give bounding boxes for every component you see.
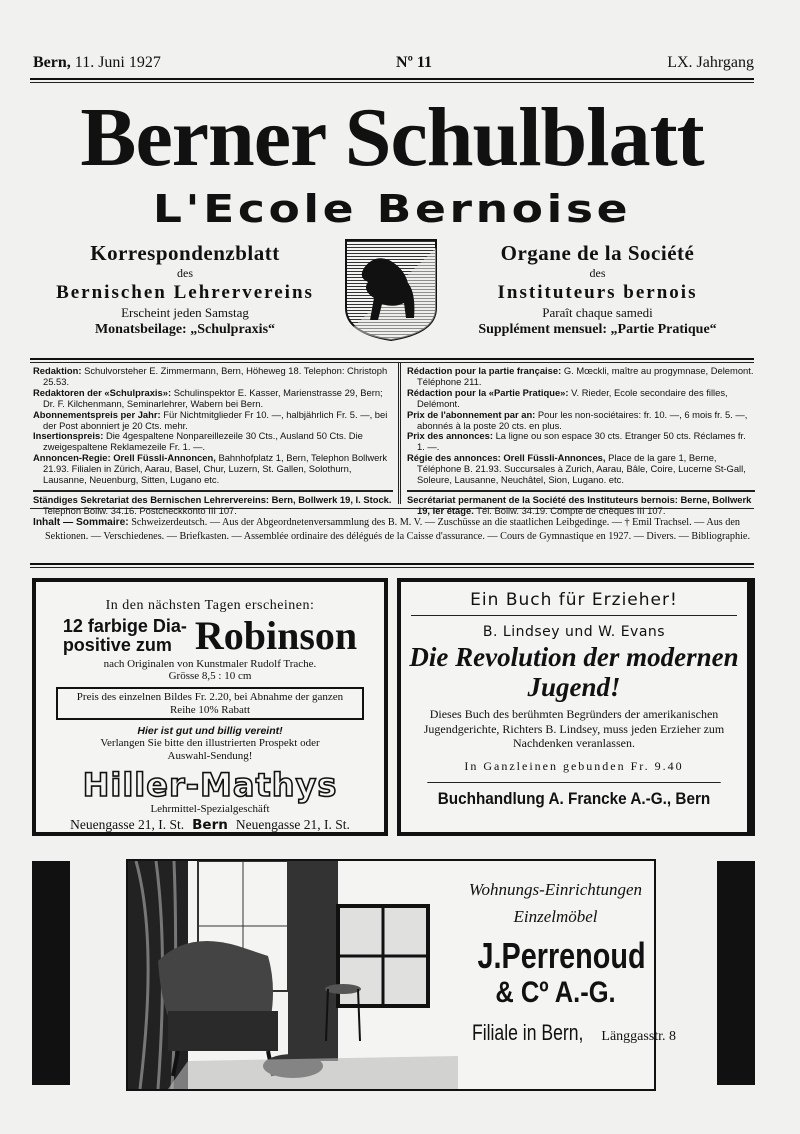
price: In Ganzleinen gebunden Fr. 9.40: [464, 758, 684, 773]
address: Länggasstr. 8: [601, 1028, 677, 1044]
masthead-title: Berner Schulblatt: [80, 91, 704, 184]
info-item: Régie des annonces: Orell Füssli-Annonces, Place de la gare 1, Berne, Téléphone B. 21.93. Succursales à Zurich, Aarau, Bâle, Coire, Lucerne St-Gall, Soleure, Lausanne, Neuchâtel, Sion, Lugano. etc.: [407, 452, 746, 486]
product-name: Robinson: [194, 613, 358, 658]
brand-name: Hiller-Mathys: [82, 765, 338, 804]
info-item: Rédaction pour la «Partie Pratique»: V. Rieder, Ecole secondaire des filles, Delémont.: [407, 386, 728, 409]
price-box: Preis des einzelnen Bildes Fr. 2.20, bei Abnahme der ganzen Reihe 10% Rabatt: [56, 687, 364, 720]
table-of-contents: Inhalt — Sommaire: Schweizerdeutsch. — Aus der Abgeordnetenversammlung des B. M. V. — Zuschüsse an die staatlichen Leibgedinge. — † Emil Trachsel. — Aus den Sektionen. — Verschiedenes. — Briefkasten. — Assemblée ordinaire des délégués de la Caisse d'assurance. — Cours de Gymnastique en 1927. — Divers. — Bibliographie.: [33, 517, 750, 543]
text: Hier ist gut und billig vereint!: [137, 725, 283, 738]
right-masthead-column: [440, 240, 755, 339]
text: Einzelmöbel: [513, 906, 598, 926]
decorative-bar: [32, 861, 70, 1085]
text: des: [177, 266, 193, 281]
german-info-block: [33, 366, 393, 517]
text: Ein Buch für Erzieher!: [411, 582, 737, 616]
advertisement-francke: [397, 578, 755, 836]
info-item: Prix de l'abonnement par an: Pour les non-sociétaires: fr. 10. —, 6 mois fr. 5. —, abonnés à la poste 20 cts. en plus.: [407, 408, 748, 431]
info-item: Annoncen-Regie: Orell Füssli-Annoncen, Bahnhofplatz 1, Bern, Telephon Bollwerk 21.93. Filialen in Zürich, Aarau, Basel, Chur, Luzern, St. Gallen, Solothurn, Lausanne, Neuenburg, Sitten, Lugano etc.: [33, 452, 388, 486]
volume: LX. Jahrgang: [667, 54, 754, 71]
text: Filiale in Bern,: [471, 1019, 584, 1045]
info-item: Prix des annonces: La ligne ou son espace 30 cts. Etranger 50 cts. Réclames fr. 1. —.: [407, 430, 746, 453]
authors: B. Lindsey und W. Evans: [482, 624, 666, 640]
text: Grösse 8,5 : 10 cm: [168, 670, 252, 682]
issue-number: Nº 11: [396, 54, 432, 71]
divider: [30, 78, 754, 80]
text: Supplément mensuel: „Partie Pratique“: [478, 322, 717, 338]
advertisement-perrenoud: [32, 853, 755, 1093]
divider: [30, 563, 754, 565]
bookshop: Buchhandlung A. Francke A.-G., Bern: [427, 782, 720, 809]
text: Lehrmittel-Spezialgeschäft: [150, 802, 270, 815]
text: positive zum: [62, 635, 172, 655]
text: nach Originalen von Kunstmaler Rudolf Trache.: [103, 658, 317, 670]
issue-header: [33, 54, 754, 72]
text: Instituteurs bernois: [497, 282, 698, 304]
column-divider: [398, 362, 402, 504]
info-item: Redaktoren der «Schulpraxis»: Schulinspektor E. Kasser, Marienstrasse 29, Bern; Dr. F. Kilchenmann, Seminarlehrer, Wabern bei Bern.: [33, 386, 383, 409]
divider: [30, 362, 754, 363]
text: Paraît chaque samedi: [542, 305, 653, 320]
advertisement-hiller-mathys: [32, 578, 388, 836]
city: Bern: [192, 816, 228, 833]
text: Organe de la Société: [500, 241, 695, 265]
masthead-subtitle: L'Ecole Bernoise: [152, 187, 632, 231]
divider: [30, 82, 754, 83]
place: Bern,: [33, 54, 71, 71]
date: 11. Juni 1927: [74, 54, 161, 71]
brand-name: J.Perrenoud: [477, 935, 646, 977]
divider: [30, 567, 754, 568]
bern-coat-of-arms-icon: [344, 238, 438, 342]
address: Neuengasse 21, I. St.: [235, 816, 350, 832]
text: Bernischen Lehrervereins: [56, 282, 314, 304]
left-masthead-column: [30, 240, 340, 339]
divider: [30, 508, 754, 509]
text: Verlangen Sie bitte den illustrierten Prospekt oder Auswahl-Sendung!: [100, 737, 320, 763]
text: Erscheint jeden Samstag: [121, 305, 249, 320]
info-item: Rédaction pour la partie française: G. Mœckli, maître au progymnase, Delemont. Téléphone 211.: [407, 365, 754, 387]
secretariat: Secrétariat permanent de la Société des Instituteurs bernois: Berne, Bollwerk 19, Ier étage. Tél. Bollw. 34.19. Compte de chèques III 107.: [407, 493, 752, 516]
text: 12 farbige Dia-: [62, 616, 187, 637]
text: Korrespondenzblatt: [90, 241, 280, 265]
info-item: Abonnementspreis per Jahr: Für Nichtmitglieder Fr 10. —, halbjährlich Fr. 5. —, bei der Post abonniert je 20 Cts. mehr.: [33, 408, 388, 431]
address: Neuengasse 21, I. St.: [70, 816, 185, 832]
text: Wohnungs-Einrichtungen: [468, 880, 643, 899]
text: des: [589, 266, 606, 281]
divider: [30, 358, 754, 360]
info-item: Redaktion: Schulvorsteher E. Zimmermann, Bern, Höheweg 18. Telephon: Christoph 25.53.: [33, 365, 388, 387]
ad-frame: [126, 859, 677, 1091]
decorative-bar: [717, 861, 755, 1085]
info-item: Insertionspreis: Die 4gespaltene Nonpareillezeile 30 Cts., Ausland 50 Cts. Die zweigespaltene Reklamezeile Fr. 1. —.: [33, 430, 363, 453]
text: Monatsbeilage: „Schulpraxis“: [94, 322, 276, 338]
text: & Cº A.-G.: [495, 975, 616, 1009]
furniture-illustration: [128, 861, 458, 1089]
french-info-block: [407, 366, 755, 517]
text: Dieses Buch des berühmten Begründers der amerikanischen Jugendgerichte, Richters B. Lindsey, muss jeden Erzieher zum Nachdenken veranlassen.: [423, 707, 725, 751]
text: In den nächsten Tagen erscheinen:: [105, 598, 315, 613]
book-title: Die Revolution der modernen Jugend!: [409, 642, 739, 703]
secretariat: Ständiges Sekretariat des Bernischen Lehrervereins: Bern, Bollwerk 19, I. Stock. Telephon Bollw. 34.16. Postcheckkonto III 107.: [33, 493, 392, 516]
